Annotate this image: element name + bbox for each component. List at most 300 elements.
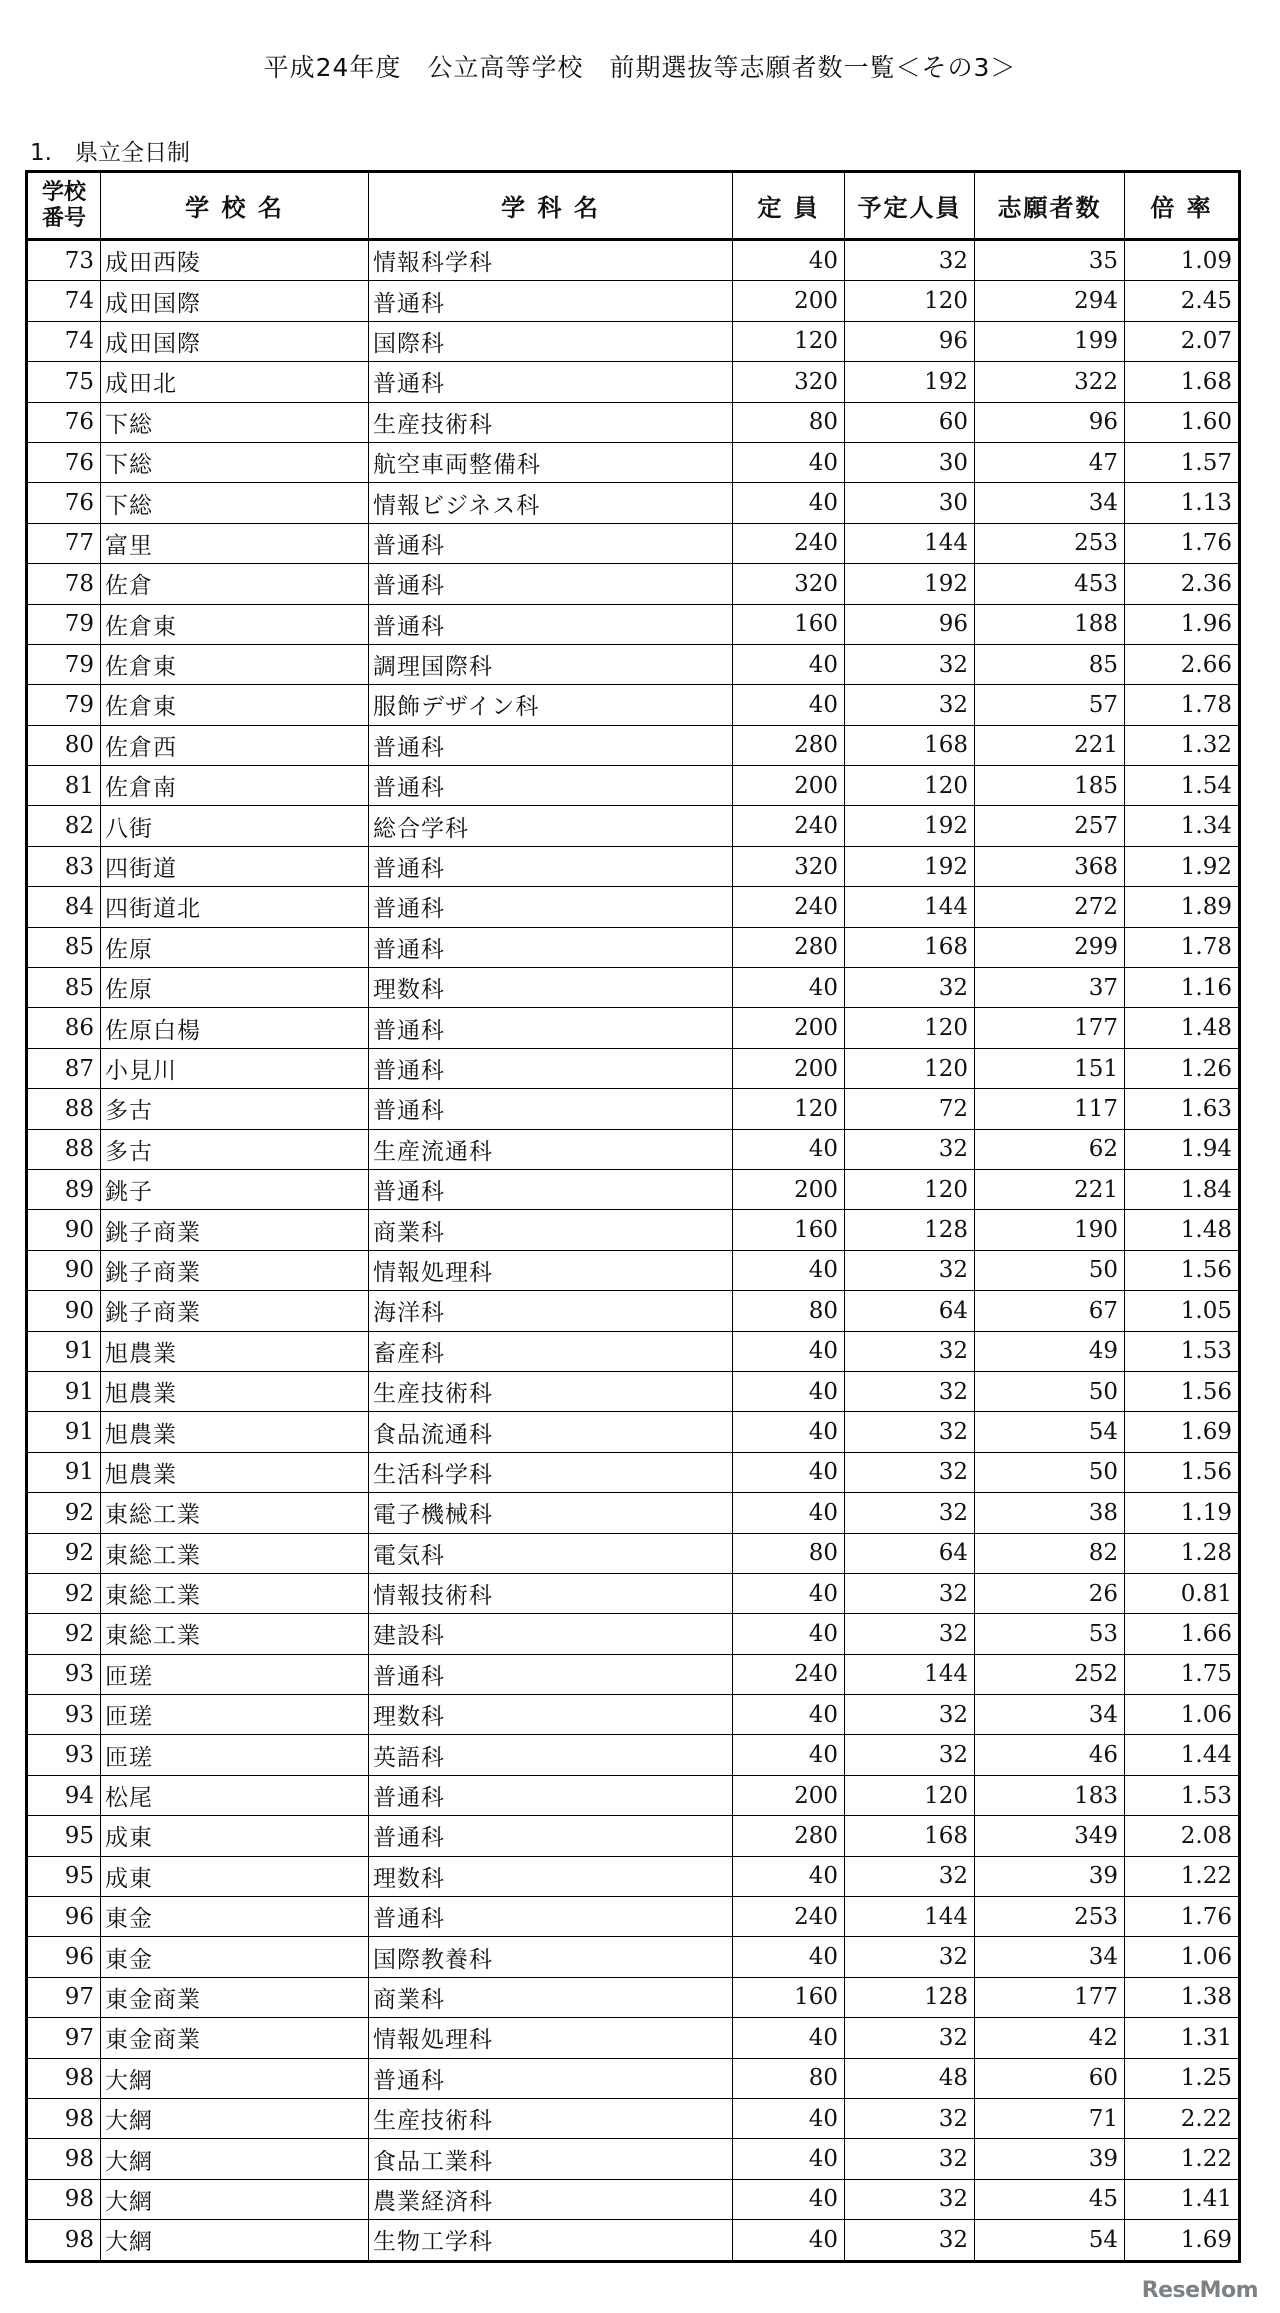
cell-capacity: 200 — [733, 281, 845, 321]
cell-school-name: 銚子商業 — [101, 1250, 369, 1290]
cell-department-name: 普通科 — [369, 1008, 733, 1048]
cell-department-name: 普通科 — [369, 1048, 733, 1088]
table-row — [27, 281, 1240, 321]
cell-school-name: 大網 — [101, 2098, 369, 2138]
cell-department-name: 航空車両整備科 — [369, 442, 733, 482]
cell-school-name: 小見川 — [101, 1048, 369, 1088]
cell-applicants: 188 — [975, 604, 1125, 644]
cell-school-number: 98 — [27, 2179, 101, 2219]
table-row — [27, 1008, 1240, 1048]
cell-school-number: 91 — [27, 1452, 101, 1492]
cell-planned: 120 — [845, 1048, 975, 1088]
cell-school-name: 佐倉西 — [101, 725, 369, 765]
cell-planned: 96 — [845, 604, 975, 644]
cell-applicants: 50 — [975, 1371, 1125, 1411]
cell-applicants: 47 — [975, 442, 1125, 482]
cell-department-name: 海洋科 — [369, 1291, 733, 1331]
cell-ratio: 1.84 — [1125, 1169, 1240, 1209]
cell-applicants: 46 — [975, 1735, 1125, 1775]
cell-department-name: 普通科 — [369, 1775, 733, 1815]
cell-capacity: 240 — [733, 1654, 845, 1694]
table-row — [27, 1816, 1240, 1856]
cell-school-number: 98 — [27, 2139, 101, 2179]
cell-planned: 64 — [845, 1291, 975, 1331]
cell-school-number: 79 — [27, 604, 101, 644]
cell-school-name: 成田国際 — [101, 281, 369, 321]
cell-school-name: 成東 — [101, 1856, 369, 1896]
cell-planned: 32 — [845, 1695, 975, 1735]
cell-school-name: 佐倉南 — [101, 766, 369, 806]
table-row — [27, 1089, 1240, 1129]
cell-school-number: 74 — [27, 281, 101, 321]
cell-ratio: 1.32 — [1125, 725, 1240, 765]
cell-planned: 72 — [845, 1089, 975, 1129]
cell-applicants: 253 — [975, 1897, 1125, 1937]
cell-school-number: 91 — [27, 1331, 101, 1371]
cell-ratio: 1.28 — [1125, 1533, 1240, 1573]
cell-applicants: 349 — [975, 1816, 1125, 1856]
cell-ratio: 1.54 — [1125, 766, 1240, 806]
cell-school-number: 88 — [27, 1129, 101, 1169]
cell-school-number: 87 — [27, 1048, 101, 1088]
cell-applicants: 96 — [975, 402, 1125, 442]
cell-department-name: 普通科 — [369, 564, 733, 604]
table-row — [27, 1048, 1240, 1088]
cell-ratio: 1.53 — [1125, 1331, 1240, 1371]
cell-ratio: 1.13 — [1125, 483, 1240, 523]
cell-ratio: 1.38 — [1125, 1977, 1240, 2017]
cell-school-name: 松尾 — [101, 1775, 369, 1815]
cell-ratio: 2.66 — [1125, 644, 1240, 684]
table-row — [27, 1735, 1240, 1775]
cell-ratio: 1.69 — [1125, 1412, 1240, 1452]
cell-ratio: 1.22 — [1125, 1856, 1240, 1896]
cell-department-name: 総合学科 — [369, 806, 733, 846]
cell-planned: 144 — [845, 1897, 975, 1937]
cell-applicants: 252 — [975, 1654, 1125, 1694]
cell-capacity: 40 — [733, 1412, 845, 1452]
cell-ratio: 1.56 — [1125, 1452, 1240, 1492]
cell-planned: 144 — [845, 887, 975, 927]
table-row — [27, 887, 1240, 927]
cell-school-number: 93 — [27, 1654, 101, 1694]
cell-capacity: 320 — [733, 564, 845, 604]
table-row — [27, 725, 1240, 765]
cell-applicants: 50 — [975, 1250, 1125, 1290]
cell-applicants: 54 — [975, 2220, 1125, 2261]
cell-capacity: 200 — [733, 1169, 845, 1209]
cell-department-name: 建設科 — [369, 1614, 733, 1654]
table-row — [27, 1897, 1240, 1937]
cell-planned: 32 — [845, 1856, 975, 1896]
cell-school-number: 76 — [27, 483, 101, 523]
header-school-number — [27, 172, 101, 240]
cell-ratio: 1.78 — [1125, 685, 1240, 725]
cell-capacity: 80 — [733, 1533, 845, 1573]
cell-school-number: 76 — [27, 442, 101, 482]
cell-department-name: 普通科 — [369, 523, 733, 563]
cell-planned: 32 — [845, 2179, 975, 2219]
cell-school-name: 佐倉東 — [101, 644, 369, 684]
cell-capacity: 40 — [733, 2098, 845, 2138]
cell-school-number: 94 — [27, 1775, 101, 1815]
cell-ratio: 1.06 — [1125, 1695, 1240, 1735]
cell-planned: 128 — [845, 1210, 975, 1250]
cell-capacity: 40 — [733, 1856, 845, 1896]
cell-school-number: 81 — [27, 766, 101, 806]
table-row — [27, 1412, 1240, 1452]
cell-applicants: 26 — [975, 1573, 1125, 1613]
cell-applicants: 49 — [975, 1331, 1125, 1371]
cell-school-number: 90 — [27, 1250, 101, 1290]
cell-school-number: 98 — [27, 2098, 101, 2138]
table-row — [27, 685, 1240, 725]
cell-planned: 32 — [845, 1129, 975, 1169]
cell-planned: 48 — [845, 2058, 975, 2098]
cell-applicants: 322 — [975, 362, 1125, 402]
cell-department-name: 理数科 — [369, 1695, 733, 1735]
cell-ratio: 1.76 — [1125, 523, 1240, 563]
cell-applicants: 34 — [975, 1937, 1125, 1977]
cell-capacity: 40 — [733, 2220, 845, 2261]
cell-capacity: 40 — [733, 1695, 845, 1735]
cell-planned: 144 — [845, 1654, 975, 1694]
page-title: 平成24年度 公立高等学校 前期選抜等志願者数一覧＜その3＞ — [263, 53, 1017, 82]
cell-capacity: 40 — [733, 1493, 845, 1533]
cell-school-number: 77 — [27, 523, 101, 563]
header-ratio: 倍 率 — [1125, 172, 1240, 240]
cell-department-name: 普通科 — [369, 1816, 733, 1856]
cell-school-name: 東金 — [101, 1937, 369, 1977]
cell-department-name: 普通科 — [369, 1169, 733, 1209]
cell-department-name: 英語科 — [369, 1735, 733, 1775]
cell-applicants: 253 — [975, 523, 1125, 563]
cell-planned: 60 — [845, 402, 975, 442]
cell-planned: 32 — [845, 1735, 975, 1775]
cell-school-number: 79 — [27, 685, 101, 725]
cell-department-name: 情報処理科 — [369, 2018, 733, 2058]
table-row — [27, 1614, 1240, 1654]
cell-applicants: 185 — [975, 766, 1125, 806]
table-row — [27, 2220, 1240, 2261]
table-row — [27, 1493, 1240, 1533]
table-row — [27, 362, 1240, 402]
cell-applicants: 62 — [975, 1129, 1125, 1169]
cell-applicants: 221 — [975, 725, 1125, 765]
cell-capacity: 40 — [733, 240, 845, 281]
cell-ratio: 1.68 — [1125, 362, 1240, 402]
cell-school-number: 93 — [27, 1695, 101, 1735]
cell-applicants: 34 — [975, 483, 1125, 523]
cell-department-name: 普通科 — [369, 766, 733, 806]
cell-department-name: 普通科 — [369, 362, 733, 402]
cell-school-number: 96 — [27, 1897, 101, 1937]
table-row — [27, 846, 1240, 886]
cell-applicants: 60 — [975, 2058, 1125, 2098]
cell-applicants: 85 — [975, 644, 1125, 684]
cell-department-name: 情報技術科 — [369, 1573, 733, 1613]
cell-capacity: 40 — [733, 1735, 845, 1775]
cell-capacity: 40 — [733, 1250, 845, 1290]
cell-department-name: 普通科 — [369, 281, 733, 321]
cell-planned: 120 — [845, 281, 975, 321]
cell-school-number: 90 — [27, 1291, 101, 1331]
cell-ratio: 1.96 — [1125, 604, 1240, 644]
cell-planned: 32 — [845, 1331, 975, 1371]
cell-school-name: 佐倉東 — [101, 685, 369, 725]
table-row — [27, 442, 1240, 482]
cell-planned: 32 — [845, 968, 975, 1008]
cell-ratio: 1.56 — [1125, 1371, 1240, 1411]
table-row — [27, 1856, 1240, 1896]
cell-planned: 32 — [845, 685, 975, 725]
cell-school-name: 八街 — [101, 806, 369, 846]
cell-capacity: 200 — [733, 1048, 845, 1088]
cell-capacity: 160 — [733, 1977, 845, 2017]
cell-applicants: 53 — [975, 1614, 1125, 1654]
cell-school-name: 東総工業 — [101, 1533, 369, 1573]
cell-school-number: 89 — [27, 1169, 101, 1209]
cell-department-name: 国際科 — [369, 321, 733, 361]
cell-department-name: 商業科 — [369, 1977, 733, 2017]
cell-capacity: 320 — [733, 846, 845, 886]
table-row — [27, 968, 1240, 1008]
cell-planned: 32 — [845, 1614, 975, 1654]
cell-department-name: 普通科 — [369, 725, 733, 765]
cell-ratio: 1.60 — [1125, 402, 1240, 442]
cell-ratio: 1.92 — [1125, 846, 1240, 886]
cell-planned: 30 — [845, 483, 975, 523]
cell-school-name: 佐原 — [101, 927, 369, 967]
cell-applicants: 45 — [975, 2179, 1125, 2219]
cell-applicants: 71 — [975, 2098, 1125, 2138]
header-school-number-line2: 番号 — [41, 205, 86, 231]
cell-ratio: 1.63 — [1125, 1089, 1240, 1129]
cell-applicants: 50 — [975, 1452, 1125, 1492]
cell-planned: 192 — [845, 846, 975, 886]
cell-department-name: 生活科学科 — [369, 1452, 733, 1492]
cell-applicants: 37 — [975, 968, 1125, 1008]
cell-applicants: 54 — [975, 1412, 1125, 1452]
cell-applicants: 199 — [975, 321, 1125, 361]
cell-capacity: 40 — [733, 2139, 845, 2179]
table-header-row — [27, 172, 1240, 240]
cell-ratio: 1.05 — [1125, 1291, 1240, 1331]
cell-school-number: 98 — [27, 2220, 101, 2261]
cell-applicants: 151 — [975, 1048, 1125, 1088]
cell-school-name: 多古 — [101, 1089, 369, 1129]
cell-school-name: 佐原 — [101, 968, 369, 1008]
cell-applicants: 39 — [975, 1856, 1125, 1896]
cell-planned: 168 — [845, 927, 975, 967]
cell-capacity: 40 — [733, 1331, 845, 1371]
cell-capacity: 80 — [733, 1291, 845, 1331]
cell-school-number: 91 — [27, 1371, 101, 1411]
cell-capacity: 320 — [733, 362, 845, 402]
table-row — [27, 1654, 1240, 1694]
cell-school-name: 大網 — [101, 2058, 369, 2098]
cell-school-name: 旭農業 — [101, 1452, 369, 1492]
cell-school-number: 80 — [27, 725, 101, 765]
cell-ratio: 1.57 — [1125, 442, 1240, 482]
cell-applicants: 117 — [975, 1089, 1125, 1129]
cell-school-number: 84 — [27, 887, 101, 927]
cell-school-number: 91 — [27, 1412, 101, 1452]
header-school-number-line1: 学校 — [41, 179, 86, 205]
cell-department-name: 普通科 — [369, 1654, 733, 1694]
cell-planned: 192 — [845, 362, 975, 402]
cell-school-name: 東金 — [101, 1897, 369, 1937]
table-row — [27, 483, 1240, 523]
cell-school-name: 東総工業 — [101, 1493, 369, 1533]
cell-planned: 32 — [845, 1573, 975, 1613]
table-row — [27, 1250, 1240, 1290]
table-row — [27, 2098, 1240, 2138]
cell-school-number: 96 — [27, 1937, 101, 1977]
table-row — [27, 1371, 1240, 1411]
table-row — [27, 806, 1240, 846]
cell-planned: 32 — [845, 1412, 975, 1452]
cell-applicants: 34 — [975, 1695, 1125, 1735]
cell-department-name: 農業経済科 — [369, 2179, 733, 2219]
cell-planned: 168 — [845, 725, 975, 765]
cell-school-name: 成田西陵 — [101, 240, 369, 281]
cell-capacity: 120 — [733, 1089, 845, 1129]
cell-school-number: 95 — [27, 1816, 101, 1856]
cell-department-name: 普通科 — [369, 1897, 733, 1937]
table-row — [27, 2139, 1240, 2179]
header-planned: 予定人員 — [845, 172, 975, 240]
cell-department-name: 食品流通科 — [369, 1412, 733, 1452]
cell-department-name: 生物工学科 — [369, 2220, 733, 2261]
cell-school-name: 大網 — [101, 2139, 369, 2179]
cell-applicants: 453 — [975, 564, 1125, 604]
table-row — [27, 1573, 1240, 1613]
cell-school-number: 90 — [27, 1210, 101, 1250]
cell-capacity: 40 — [733, 2018, 845, 2058]
cell-capacity: 40 — [733, 1573, 845, 1613]
cell-ratio: 1.06 — [1125, 1937, 1240, 1977]
cell-capacity: 200 — [733, 766, 845, 806]
cell-capacity: 80 — [733, 402, 845, 442]
cell-school-name: 成田国際 — [101, 321, 369, 361]
cell-school-number: 78 — [27, 564, 101, 604]
header-school-name: 学 校 名 — [101, 172, 369, 240]
cell-planned: 120 — [845, 1169, 975, 1209]
table-row — [27, 644, 1240, 684]
cell-ratio: 1.48 — [1125, 1008, 1240, 1048]
cell-school-number: 97 — [27, 1977, 101, 2017]
table-row — [27, 2058, 1240, 2098]
cell-school-name: 旭農業 — [101, 1412, 369, 1452]
applicants-table — [25, 170, 1241, 2263]
cell-capacity: 240 — [733, 1897, 845, 1937]
cell-ratio: 1.76 — [1125, 1897, 1240, 1937]
cell-ratio: 1.09 — [1125, 240, 1240, 281]
cell-capacity: 160 — [733, 1210, 845, 1250]
cell-capacity: 200 — [733, 1008, 845, 1048]
section-heading: 1. 県立全日制 — [30, 140, 190, 166]
cell-applicants: 221 — [975, 1169, 1125, 1209]
cell-capacity: 40 — [733, 1937, 845, 1977]
cell-school-name: 下総 — [101, 402, 369, 442]
cell-planned: 32 — [845, 1493, 975, 1533]
cell-ratio: 1.34 — [1125, 806, 1240, 846]
cell-ratio: 1.41 — [1125, 2179, 1240, 2219]
header-applicants: 志願者数 — [975, 172, 1125, 240]
cell-planned: 32 — [845, 644, 975, 684]
cell-school-number: 73 — [27, 240, 101, 281]
cell-school-number: 97 — [27, 2018, 101, 2058]
table-row — [27, 1695, 1240, 1735]
cell-capacity: 40 — [733, 1452, 845, 1492]
cell-school-name: 東総工業 — [101, 1614, 369, 1654]
cell-school-name: 多古 — [101, 1129, 369, 1169]
cell-capacity: 40 — [733, 644, 845, 684]
cell-school-name: 佐原白楊 — [101, 1008, 369, 1048]
cell-planned: 32 — [845, 2139, 975, 2179]
cell-department-name: 電子機械科 — [369, 1493, 733, 1533]
cell-school-name: 東総工業 — [101, 1573, 369, 1613]
cell-department-name: 普通科 — [369, 846, 733, 886]
cell-school-name: 下総 — [101, 483, 369, 523]
cell-school-name: 旭農業 — [101, 1331, 369, 1371]
cell-ratio: 2.08 — [1125, 1816, 1240, 1856]
cell-ratio: 1.56 — [1125, 1250, 1240, 1290]
cell-ratio: 1.44 — [1125, 1735, 1240, 1775]
cell-school-name: 成田北 — [101, 362, 369, 402]
table-row — [27, 1452, 1240, 1492]
table-row — [27, 927, 1240, 967]
cell-capacity: 200 — [733, 1775, 845, 1815]
cell-planned: 128 — [845, 1977, 975, 2017]
cell-applicants: 190 — [975, 1210, 1125, 1250]
table-row — [27, 1210, 1240, 1250]
cell-school-name: 大網 — [101, 2220, 369, 2261]
cell-department-name: 普通科 — [369, 927, 733, 967]
cell-school-number: 86 — [27, 1008, 101, 1048]
cell-applicants: 183 — [975, 1775, 1125, 1815]
cell-planned: 120 — [845, 1775, 975, 1815]
cell-ratio: 2.36 — [1125, 564, 1240, 604]
cell-capacity: 40 — [733, 1129, 845, 1169]
cell-ratio: 1.26 — [1125, 1048, 1240, 1088]
cell-school-number: 88 — [27, 1089, 101, 1129]
cell-school-name: 匝瑳 — [101, 1654, 369, 1694]
cell-applicants: 294 — [975, 281, 1125, 321]
cell-department-name: 生産技術科 — [369, 402, 733, 442]
cell-ratio: 1.78 — [1125, 927, 1240, 967]
cell-capacity: 280 — [733, 927, 845, 967]
cell-school-number: 79 — [27, 644, 101, 684]
cell-applicants: 177 — [975, 1008, 1125, 1048]
cell-planned: 32 — [845, 1937, 975, 1977]
cell-school-number: 75 — [27, 362, 101, 402]
cell-department-name: 食品工業科 — [369, 2139, 733, 2179]
cell-planned: 96 — [845, 321, 975, 361]
cell-applicants: 257 — [975, 806, 1125, 846]
cell-school-name: 銚子商業 — [101, 1210, 369, 1250]
table-row — [27, 2018, 1240, 2058]
cell-capacity: 80 — [733, 2058, 845, 2098]
cell-ratio: 1.48 — [1125, 1210, 1240, 1250]
table-row — [27, 240, 1240, 281]
table-row — [27, 1129, 1240, 1169]
cell-capacity: 40 — [733, 442, 845, 482]
cell-department-name: 生産技術科 — [369, 1371, 733, 1411]
cell-capacity: 120 — [733, 321, 845, 361]
table-row — [27, 402, 1240, 442]
